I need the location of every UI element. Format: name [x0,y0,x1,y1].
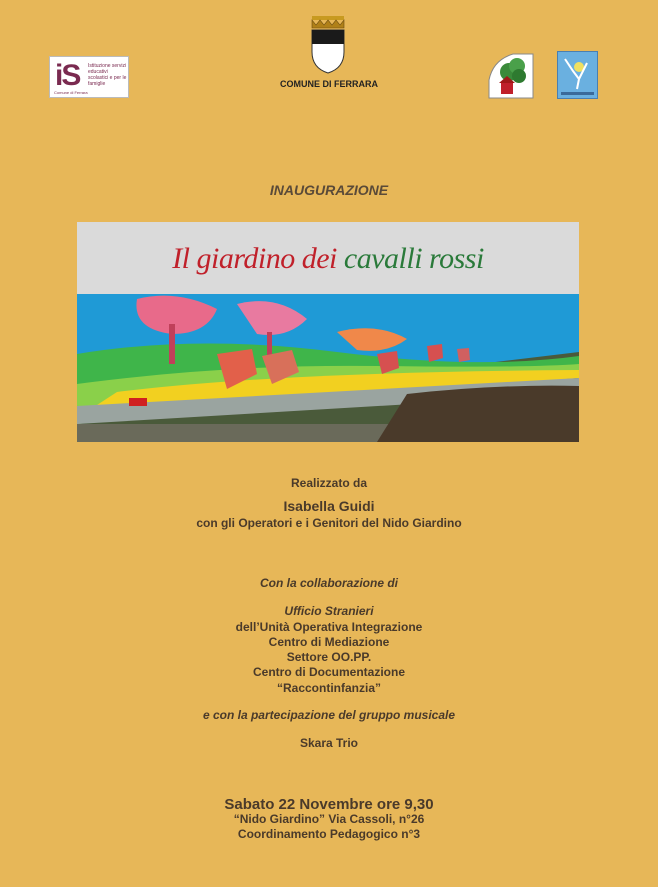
collab-line: Centro di Documentazione [252,665,405,679]
collaboration-intro: Con la collaborazione di [259,576,399,590]
is-logo-letters: iS [55,59,80,92]
banner-title [77,242,579,276]
inauguration-heading: INAUGURAZIONE [269,182,389,198]
banner-title-green: cavalli rossi [343,242,484,275]
tree-house-logo-icon [487,52,537,100]
author-collaborators: con gli Operatori e i Genitori del Nido Giardino [196,516,462,530]
collab-line: Centro di Mediazione [268,635,390,649]
banner-title-red: Il giardino dei [172,242,344,275]
author-name: Isabella Guidi [283,498,375,514]
music-intro: e con la partecipazione del gruppo musicale [202,708,456,722]
office-name: Ufficio Stranieri [284,604,374,618]
mural-photo [77,294,579,442]
is-logo-icon [49,56,129,98]
is-logo-footer: Comune di Ferrara [54,90,88,95]
comune-label: COMUNE DI FERRARA [280,79,378,89]
title-banner [77,222,579,294]
collab-line: “Raccontinfanzia” [276,681,381,695]
event-place: “Nido Giardino” Via Cassoli, n°26 [233,812,425,826]
band-name: Skara Trio [299,736,359,750]
realized-by-label: Realizzato da [290,476,368,490]
ferrara-crest-icon [309,16,347,74]
collab-line: Settore OO.PP. [286,650,372,664]
event-coordination: Coordinamento Pedagogico n°3 [237,827,421,841]
collab-line: dell’Unità Operativa Integrazione [235,620,423,634]
blue-figure-logo-icon [557,51,598,99]
is-logo-text: Istituzione servizi educativi scolastici e per le famiglie [88,63,127,87]
event-date: Sabato 22 Novembre ore 9,30 [224,796,434,813]
